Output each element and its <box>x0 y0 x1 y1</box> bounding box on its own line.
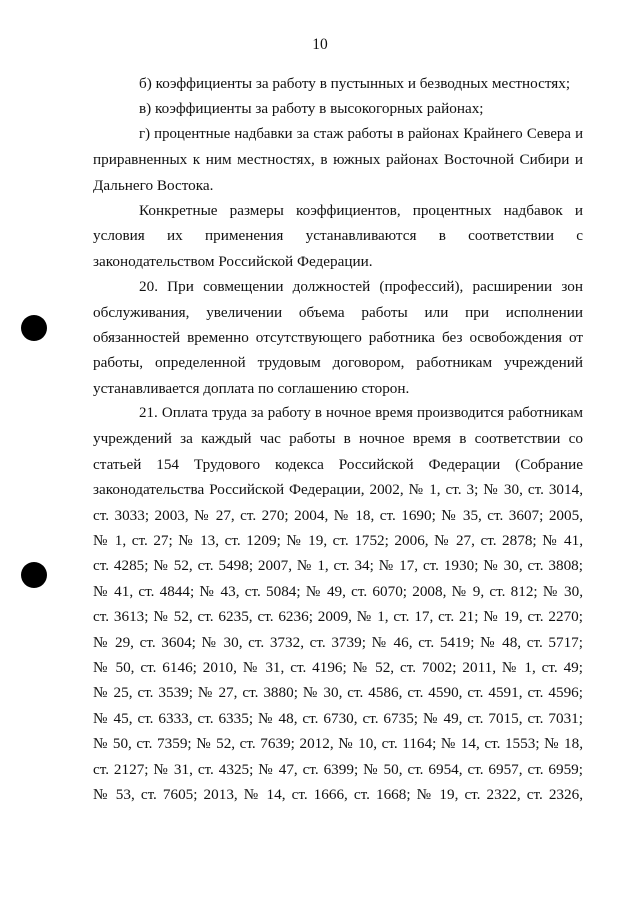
punch-hole-top <box>21 315 47 341</box>
text-line: 20. При совмещении должностей (профессий), расширении зон <box>139 278 583 296</box>
text-line: Дальнего Востока. <box>93 176 214 194</box>
text-line: № 41, ст. 4844; № 43, ст. 5084; № 49, ст. 6070; 2008, № 9, ст. 812; № 30, <box>93 582 583 600</box>
text-line: ст. 2127; № 31, ст. 4325; № 47, ст. 6399; № 50, ст. 6954, ст. 6957, ст. 6959; <box>93 760 583 778</box>
text-line: ст. 3033; 2003, № 27, ст. 270; 2004, № 18, ст. 1690; № 35, ст. 3607; 2005, <box>93 506 583 524</box>
text-line: статьей 154 Трудового кодекса Российской Федерации (Собрание <box>93 455 583 473</box>
text-line: в) коэффициенты за работу в высокогорных районах; <box>139 100 484 118</box>
text-line: № 25, ст. 3539; № 27, ст. 3880; № 30, ст. 4586, ст. 4590, ст. 4591, ст. 4596; <box>93 684 583 702</box>
page-number: 10 <box>312 36 328 53</box>
text-line: ст. 3613; № 52, ст. 6235, ст. 6236; 2009, № 1, ст. 17, ст. 21; № 19, ст. 2270; <box>93 608 583 626</box>
text-line: Конкретные размеры коэффициентов, процентных надбавок и <box>139 201 583 219</box>
text-line: работы, определенной трудовым договором, работникам учреждений <box>93 354 583 372</box>
text-line: законодательства Российской Федерации, 2002, № 1, ст. 3; № 30, ст. 3014, <box>93 481 583 499</box>
text-line: ст. 4285; № 52, ст. 5498; 2007, № 1, ст. 34; № 17, ст. 1930; № 30, ст. 3808; <box>93 557 583 575</box>
text-line: приравненных к ним местностях, в южных районах Восточной Сибири и <box>93 151 583 169</box>
text-line: № 45, ст. 6333, ст. 6335; № 48, ст. 6730, ст. 6735; № 49, ст. 7015, ст. 7031; <box>93 709 583 727</box>
text-line: б) коэффициенты за работу в пустынных и безводных местностях; <box>139 75 571 92</box>
text-line: устанавливается доплата по соглашению сторон. <box>93 379 410 397</box>
text-line: № 29, ст. 3604; № 30, ст. 3732, ст. 3739; № 46, ст. 5419; № 48, ст. 5717; <box>93 633 583 651</box>
text-line: условия их применения устанавливаются в соответствии с <box>93 227 583 245</box>
punch-hole-bottom <box>21 562 47 588</box>
text-line: обслуживания, увеличении объема работы или при исполнении <box>93 303 583 321</box>
text-line: г) процентные надбавки за стаж работы в районах Крайнего Севера и <box>139 125 583 142</box>
text-line: учреждений за каждый час работы в ночное время в соответствии со <box>93 430 583 448</box>
text-line: № 50, ст. 6146; 2010, № 31, ст. 4196; № 52, ст. 7002; 2011, № 1, ст. 49; <box>93 658 583 676</box>
text-line: № 1, ст. 27; № 13, ст. 1209; № 19, ст. 1752; 2006, № 27, ст. 2878; № 41, <box>93 532 583 550</box>
text-line: законодательством Российской Федерации. <box>93 252 373 270</box>
text-line: № 53, ст. 7605; 2013, № 14, ст. 1666, ст. 1668; № 19, ст. 2322, ст. 2326, <box>93 785 583 803</box>
text-line: № 50, ст. 7359; № 52, ст. 7639; 2012, № 10, ст. 1164; № 14, ст. 1553; № 18, <box>93 735 583 753</box>
document-body <box>93 71 583 807</box>
text-line: обязанностей временно отсутствующего работника без освобождения от <box>93 328 583 346</box>
text-line: 21. Оплата труда за работу в ночное время производится работникам <box>139 405 583 422</box>
